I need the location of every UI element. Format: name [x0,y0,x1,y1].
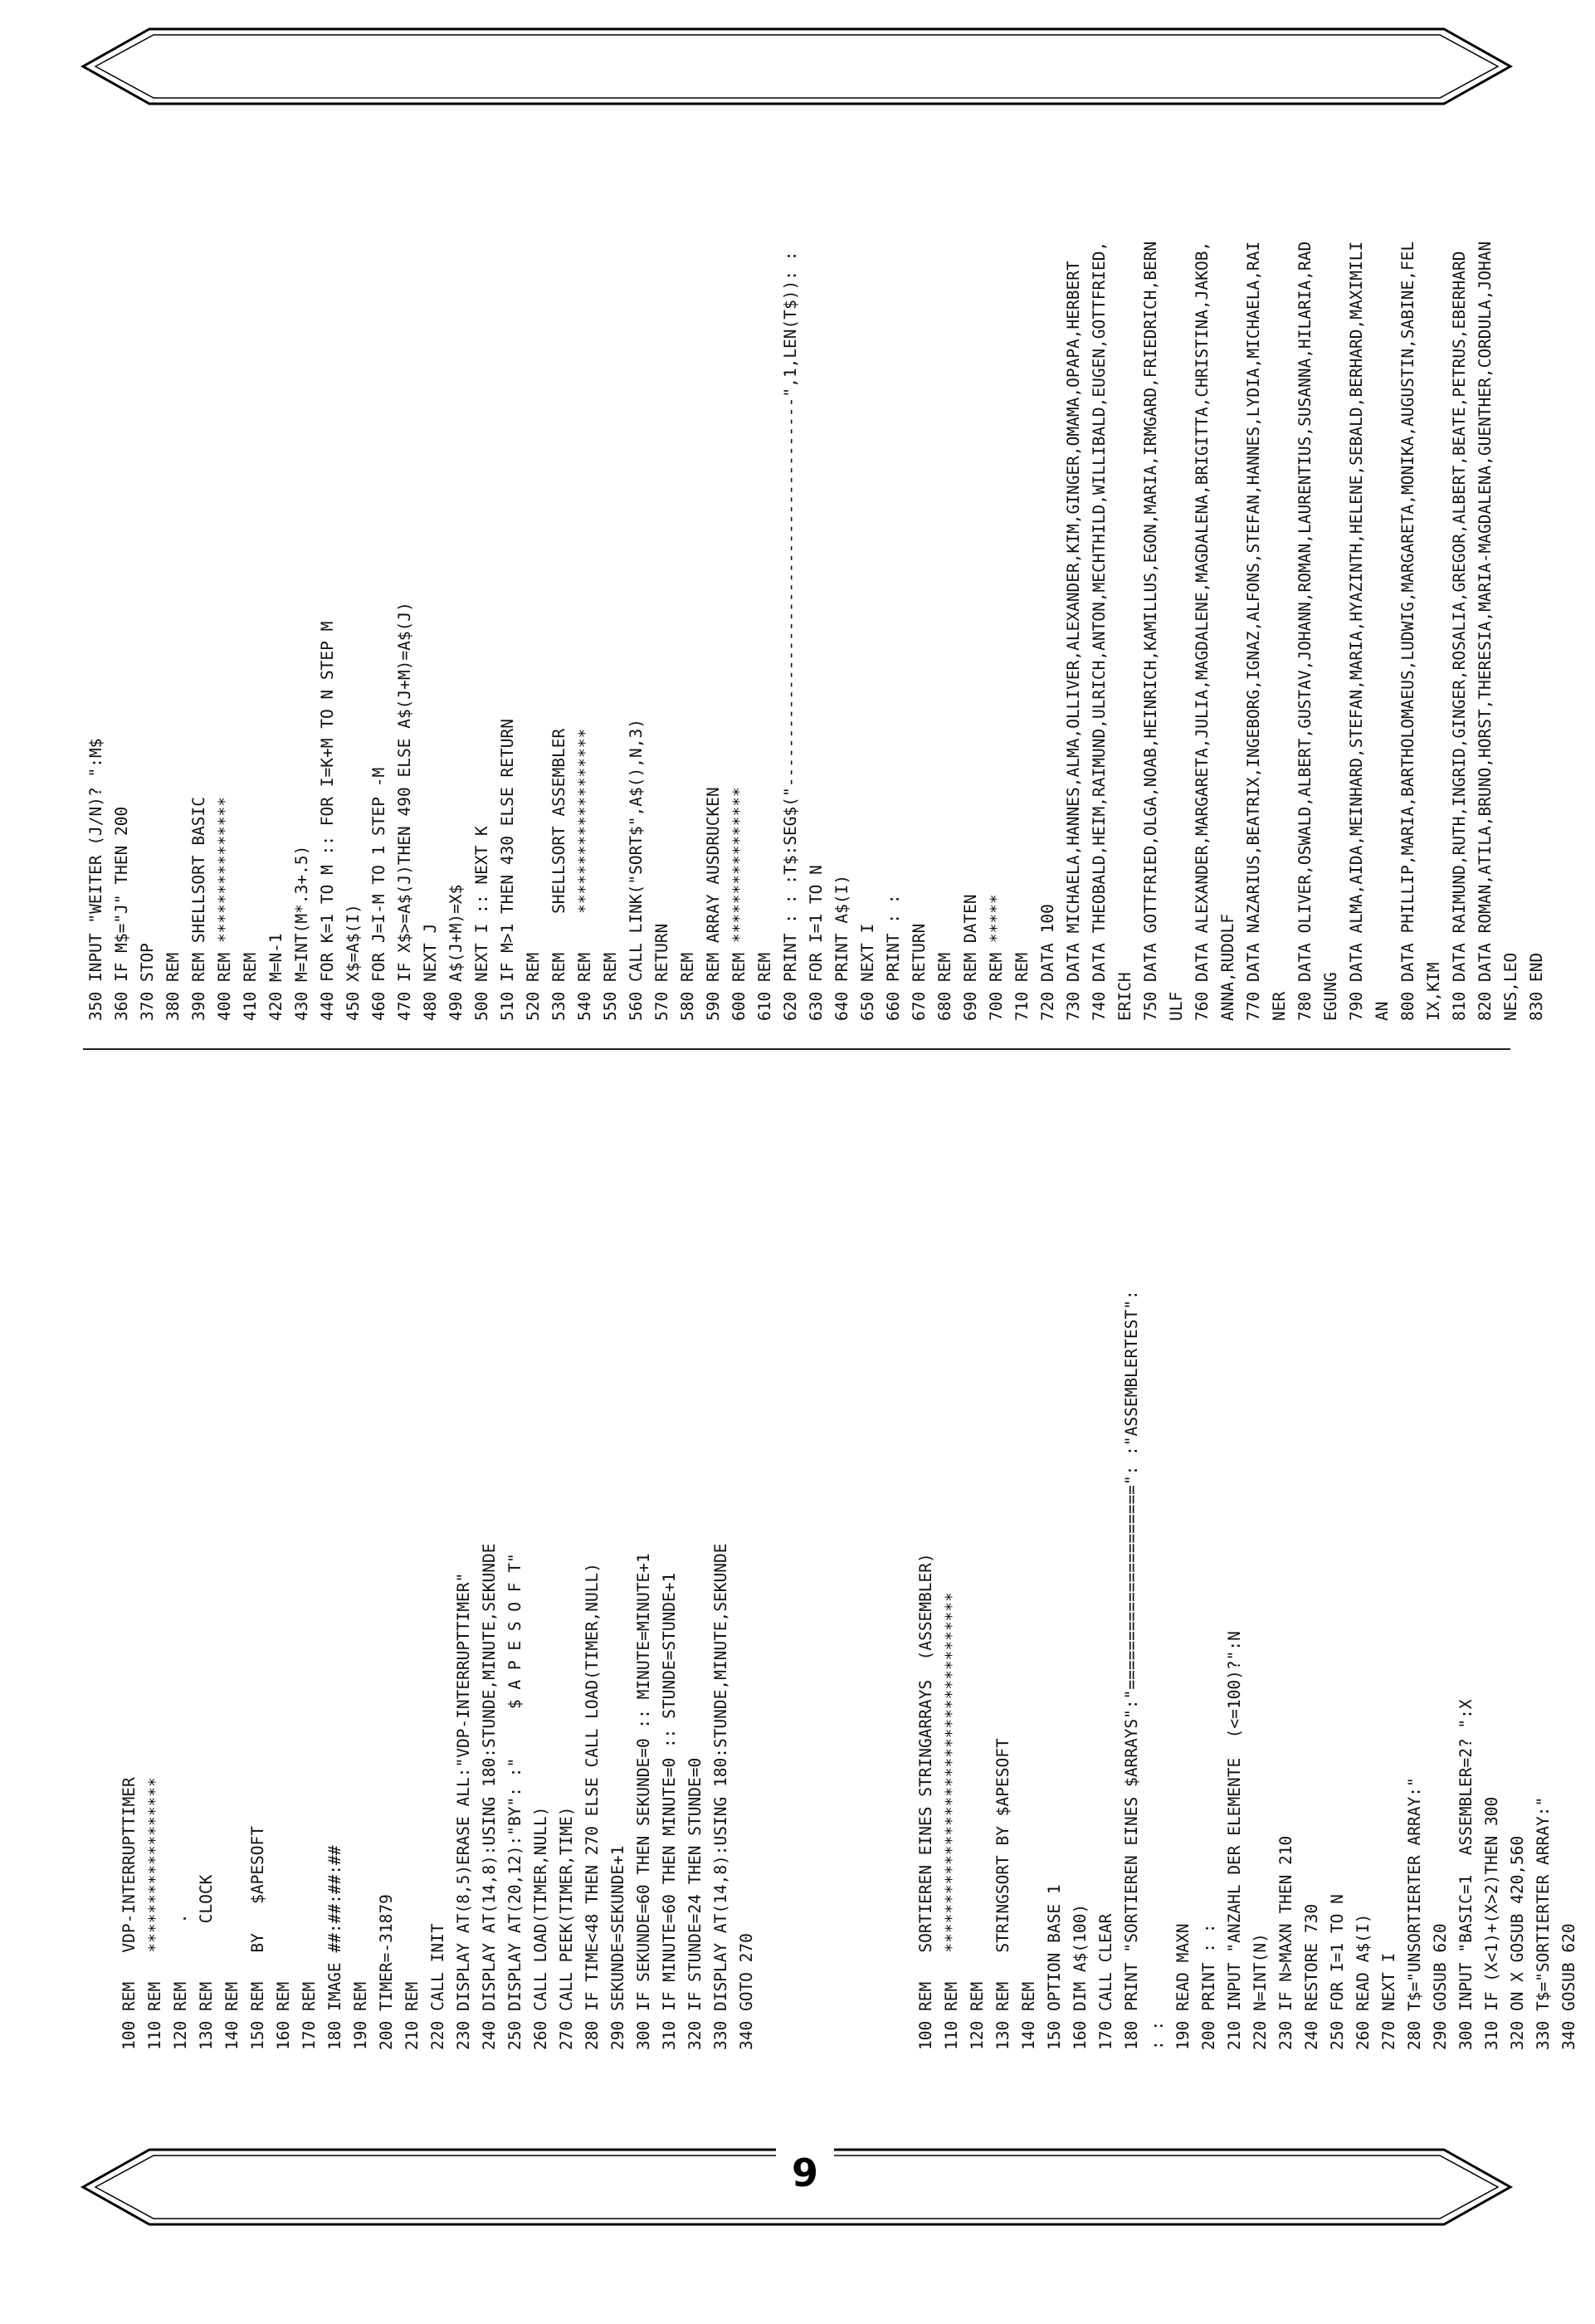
code-line: 240 RESTORE 730 [1302,1903,1321,2050]
code-line: 340 GOTO 270 [737,1933,756,2050]
code-line: 200 PRINT : : [1199,1923,1218,2050]
code-line: 640 PRINT A$(I) [832,874,851,1021]
code-line: 120 REM . [171,1913,190,2050]
code-line: 220 N=INT(N) [1251,1933,1270,2050]
code-line: 600 REM **************** [729,787,749,1021]
code-line: 100 REM SORTIEREN EINES STRINGARRAYS (ASSEMBLER) [916,1553,935,2050]
code-line: 190 READ MAXN [1173,1923,1193,2050]
code-line: 270 CALL PEEK(TIMER,TIME) [557,1806,576,2050]
column-divider [83,1048,1510,1050]
code-line: 360 IF M$="J" THEN 200 [112,806,131,1021]
code-line: 430 M=INT(M*.3+.5) [292,845,311,1021]
shellsort-listing [83,242,1549,1021]
code-line: 250 FOR I=1 TO N [1328,1894,1347,2050]
code-line: 230 DISPLAY AT(8,5)ERASE ALL:"VDP-INTERRUPTTIMER" [454,1572,473,2050]
code-line: 760 DATA ALEXANDER,MARGARETA,JULIA,MAGDALENE,MAGDALENA,BRIGITTA,CHRISTINA,JAKOB, [1193,241,1212,1021]
code-line: 380 REM [163,952,183,1021]
code-line: 230 IF N>MAXN THEN 210 [1276,1835,1295,2050]
code-line: 240 DISPLAY AT(14,8):USING 180:STUNDE,MINUTE,SEKUNDE [480,1543,499,2050]
code-line: 780 DATA OLIVER,OSWALD,ALBERT,GUSTAV,JOHANN,ROMAN,LAURENTIUS,SUSANNA,HILARIA,RAD [1295,241,1315,1021]
code-line: 550 REM [601,952,620,1021]
code-line: 810 DATA RAIMUND,RUTH,INGRID,GINGER,ROSALIA,GREGOR,ALBERT,BEATE,PETRUS,EBERHARD [1450,251,1469,1021]
code-line: 130 REM STRINGSORT BY $APESOFT [993,1738,1012,2050]
code-line: NES,LEO [1501,952,1520,1021]
code-line: 690 REM DATEN [961,894,980,1021]
code-line: 170 REM [300,1981,319,2050]
page-number: 9 [776,2148,834,2198]
code-line: 820 DATA ROMAN,ATILA,BRUNO,HORST,THERESIA,MARIA-MAGDALENA,GUENTHER,CORDULA,JOHAN [1475,241,1495,1021]
code-line: 630 FOR I=1 TO N [807,865,826,1021]
code-line: 510 IF M>1 THEN 430 ELSE RETURN [498,719,517,1021]
code-line: 170 CALL CLEAR [1096,1913,1115,2050]
code-line: 280 T$="UNSORTIERTER ARRAY:" [1405,1777,1424,2050]
code-line: 180 PRINT "SORTIEREN EINES $ARRAYS":"=====================": :"ASSEMBLERTEST": [1122,1290,1141,2050]
code-line: 220 CALL INIT [428,1923,447,2050]
code-line: NER [1270,991,1289,1021]
code-line: 720 DATA 100 [1038,904,1057,1021]
code-line: 320 ON X GOSUB 420,560 [1508,1835,1527,2050]
code-line: 100 REM VDP-INTERRUPTTIMER [120,1777,139,2050]
code-line: 460 FOR J=I-M TO 1 STEP -M [369,767,388,1021]
code-line: 130 REM CLOCK [197,1874,216,2050]
code-line: 680 REM [935,952,954,1021]
code-line: 370 STOP [138,943,157,1021]
code-line: 330 DISPLAY AT(14,8):USING 180:STUNDE,MINUTE,SEKUNDE [711,1543,730,2050]
code-line: 310 IF MINUTE=60 THEN MINUTE=0 :: STUNDE=STUNDE+1 [660,1572,679,2050]
code-line: 150 OPTION BASE 1 [1045,1884,1064,2050]
code-line: 320 IF STUNDE=24 THEN STUNDE=0 [685,1757,705,2050]
code-line: 200 TIMER=-31879 [377,1894,396,2050]
code-line: 150 REM BY $APESOFT [248,1825,267,2050]
code-line: 210 INPUT "ANZAHL DER ELEMENTE (<=100)?":N [1225,1631,1244,2050]
code-line: 700 REM ***** [987,894,1006,1021]
code-line: 110 REM ************************************* [942,1592,961,2050]
code-line: AN [1373,1001,1392,1021]
code-line: 740 DATA THEOBALD,HEIM,RAIMUND,ULRICH,ANTON,MECHTHILD,WILLIBALD,EUGEN,GOTTFRIED, [1090,241,1109,1021]
code-line: ULF [1167,991,1186,1021]
code-line: 350 INPUT "WEITER (J/N)? ":M$ [86,738,105,1021]
code-line: 730 DATA MICHAELA,HANNES,ALMA,OLLIVER,ALEXANDER,KIM,GINGER,OMAMA,OPAPA,HERBERT [1064,261,1083,1021]
code-line: 330 T$="SORTIERTER ARRAY:" [1534,1796,1553,2050]
code-line: 180 IMAGE ##:##:##:## [325,1845,344,2050]
code-line: 590 REM ARRAY AUSDRUCKEN [704,787,723,1021]
rotated-listings [83,141,1578,2050]
code-line: 300 IF SEKUNDE=60 THEN SEKUNDE=0 :: MINUTE=MINUTE+1 [634,1553,653,2050]
code-line: 290 SEKUNDE=SEKUNDE+1 [608,1845,627,2050]
code-line: 400 REM *************** [215,796,234,1021]
code-line: 470 IF X$>=A$(J)THEN 490 ELSE A$(J+M)=A$(J) [395,602,414,1021]
code-line: 140 REM [1019,1981,1038,2050]
code-line: 660 PRINT : : [884,894,903,1021]
code-line: 210 REM [402,1981,422,2050]
code-line: 140 REM [222,1981,241,2050]
code-line: EGUNG [1321,972,1340,1021]
code-line: 620 PRINT : : :T$:SEG$("----------------------------------------",1,LEN(T$)): : [781,251,800,1021]
code-line: 560 CALL LINK("SORT$",A$(),N,3) [627,719,646,1021]
code-line: 530 REM SHELLSORT ASSEMBLER [549,728,568,1021]
code-line: : : [1148,2020,1167,2050]
code-line: 160 REM [274,1981,293,2050]
code-line: 450 X$=A$(I) [344,904,363,1021]
code-line: 480 NEXT J [421,923,440,1021]
code-line: 300 INPUT "BASIC=1 ASSEMBLER=2? ":X [1456,1699,1475,2050]
code-line: 270 NEXT I [1379,1952,1398,2050]
code-line: 490 A$(J+M)=X$ [446,884,466,1021]
code-line: 190 REM [351,1981,370,2050]
code-line: 310 IF (X<1)+(X>2)THEN 300 [1482,1796,1501,2050]
code-line: 420 M=N-1 [266,933,285,1021]
code-line: 800 DATA PHILLIP,MARIA,BARTHOLOMAEUS,LUDWIG,MARGARETA,MONIKA,AUGUSTIN,SABINE,FEL [1398,241,1417,1021]
code-line: 260 CALL LOAD(TIMER,NULL) [531,1806,550,2050]
code-line: 110 REM ****************** [145,1777,164,2050]
code-line: 390 REM SHELLSORT BASIC [189,796,208,1021]
code-line: 440 FOR K=1 TO M :: FOR I=K+M TO N STEP M [318,621,337,1021]
code-line: ANNA,RUDOLF [1218,913,1237,1021]
code-line: 650 NEXT I [858,923,877,1021]
code-line: 570 RETURN [652,923,671,1021]
code-line: 500 NEXT I :: NEXT K [472,826,491,1021]
code-line: 750 DATA GOTTFRIED,OLGA,NOAB,HEINRICH,KAMILLUS,EGON,MARIA,IRMGARD,FRIEDRICH,BERN [1141,241,1160,1021]
code-line: IX,KIM [1424,962,1443,1021]
code-line: 710 REM [1012,952,1032,1021]
code-line: 610 REM [755,952,774,1021]
top-border [50,17,1544,116]
code-line: 830 END [1527,952,1546,1021]
code-line: 790 DATA ALMA,AIDA,MEINHARD,STEFAN,MARIA,HYAZINTH,HELENE,SEBALD,BERHARD,MAXIMILI [1347,241,1366,1021]
code-line: 160 DIM A$(100) [1071,1903,1090,2050]
code-line: 520 REM [524,952,543,1021]
code-line: 410 REM [241,952,260,1021]
code-line: 540 REM ******************* [575,728,594,1021]
code-line: 280 IF TIME<48 THEN 270 ELSE CALL LOAD(TIMER,NULL) [583,1563,602,2050]
code-line: 290 GOSUB 620 [1431,1923,1450,2050]
code-line: ERICH [1115,972,1134,1021]
vdp-interrupttimer-listing [116,1544,759,2050]
code-line: 580 REM [678,952,697,1021]
code-line: 260 READ A$(I) [1354,1913,1373,2050]
code-line: 250 DISPLAY AT(20,12):"BY": :" $ A P E S O F T" [505,1553,524,2050]
stringsort-listing [913,1290,1582,2050]
code-line: 670 RETURN [910,923,929,1021]
code-line: 120 REM [968,1981,987,2050]
code-line: 340 GOSUB 620 [1559,1923,1578,2050]
code-line: 770 DATA NAZARIUS,BEATRIX,INGEBORG,IGNAZ,ALFONS,STEFAN,HANNES,LYDIA,MICHAELA,RAI [1244,241,1263,1021]
